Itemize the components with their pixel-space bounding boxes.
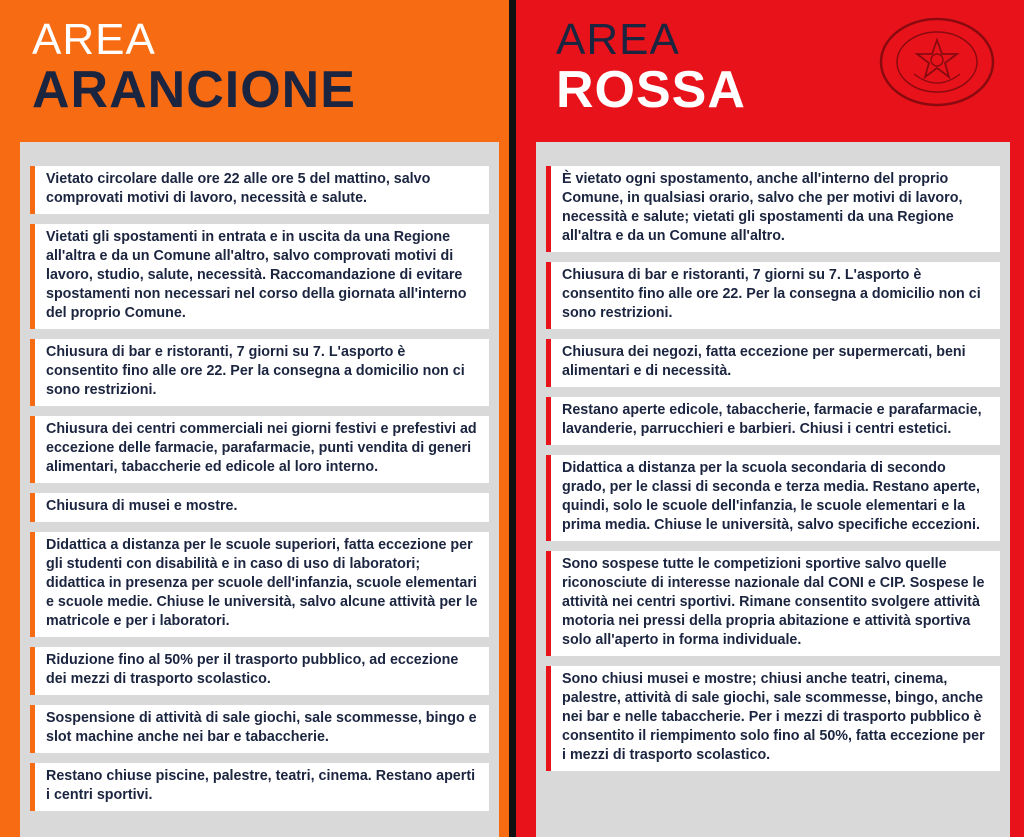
title-line2: ARANCIONE — [32, 61, 356, 119]
rule-item: È vietato ogni spostamento, anche all'interno del proprio Comune, in qualsiasi orario, salvo che per motivi di lavoro, necessità e salute; vietati gli spostamenti da una Regione all'altra e da un Comune all'altro. — [546, 166, 1000, 252]
rule-item: Didattica a distanza per la scuola secondaria di secondo grado, per le classi di seconda e terza media. Restano aperte, quindi, solo le scuole dell'infanzia, le scuole elementari e la prima media. Chiuse le università, salvo specifiche eccezioni. — [546, 455, 1000, 541]
title-line1: AREA — [32, 15, 156, 64]
rule-item: Restano aperte edicole, tabaccherie, farmacie e parafarmacie, lavanderie, parrucchieri e barbieri. Chiusi i centri estetici. — [546, 397, 1000, 445]
title-line2: ROSSA — [556, 61, 746, 119]
rule-item: Riduzione fino al 50% per il trasporto pubblico, ad eccezione dei mezzi di trasporto scolastico. — [30, 647, 489, 695]
rule-item: Restano chiuse piscine, palestre, teatri, cinema. Restano aperti i centri sportivi. — [30, 763, 489, 811]
title-rossa — [556, 15, 746, 119]
rule-item: Sono sospese tutte le competizioni sportive salvo quelle riconosciute di interesse nazionale dal CONI e CIP. Sospese le attività nei centri sportivi. Rimane consentito svolgere attività motoria nei pressi della propria abitazione e attività sportiva solo all'aperto in forma individuale. — [546, 551, 1000, 656]
rule-item: Chiusura di musei e mostre. — [30, 493, 489, 522]
rule-item: Chiusura di bar e ristoranti, 7 giorni su 7. L'asporto è consentito fino alle ore 22. Per la consegna a domicilio non ci sono restrizioni. — [30, 339, 489, 406]
rule-item: Sono chiusi musei e mostre; chiusi anche teatri, cinema, palestre, attività di sale giochi, sale scommesse, bingo, anche nei bar e nelle tabaccherie. Per i mezzi di trasporto pubblico è consentito il riempimento solo fino al 50%, fatta eccezione per i mezzi di trasporto scolastico. — [546, 666, 1000, 771]
panel-area-rossa — [516, 0, 1024, 837]
government-seal-icon — [878, 16, 996, 108]
rules-list-arancione — [20, 142, 499, 837]
title-arancione — [32, 15, 356, 119]
title-line1: AREA — [556, 15, 680, 64]
rule-item: Sospensione di attività di sale giochi, sale scommesse, bingo e slot machine anche nei bar e tabaccherie. — [30, 705, 489, 753]
rule-item: Chiusura di bar e ristoranti, 7 giorni su 7. L'asporto è consentito fino alle ore 22. Per la consegna a domicilio non ci sono restrizioni. — [546, 262, 1000, 329]
rule-item: Vietato circolare dalle ore 22 alle ore 5 del mattino, salvo comprovati motivi di lavoro, necessità e salute. — [30, 166, 489, 214]
rule-item: Didattica a distanza per le scuole superiori, fatta eccezione per gli studenti con disabilità e in caso di uso di laboratori; didattica in presenza per scuole dell'infanzia, scuole elementari e scuole medie. Chiuse le università, salvo alcune attività per le matricole e per i laboratori. — [30, 532, 489, 637]
rule-item: Vietati gli spostamenti in entrata e in uscita da una Regione all'altra e da un Comune all'altro, salvo comprovati motivi di lavoro, studio, salute, necessità. Raccomandazione di evitare spostamenti non necessari nel corso della giornata all'interno del proprio Comune. — [30, 224, 489, 329]
rules-list-rossa — [536, 142, 1010, 837]
panel-area-arancione — [0, 0, 509, 837]
rule-item: Chiusura dei negozi, fatta eccezione per supermercati, beni alimentari e di necessità. — [546, 339, 1000, 387]
rule-item: Chiusura dei centri commerciali nei giorni festivi e prefestivi ad eccezione delle farmacie, parafarmacie, punti vendita di generi alimentari, tabaccherie ed edicole al loro interno. — [30, 416, 489, 483]
